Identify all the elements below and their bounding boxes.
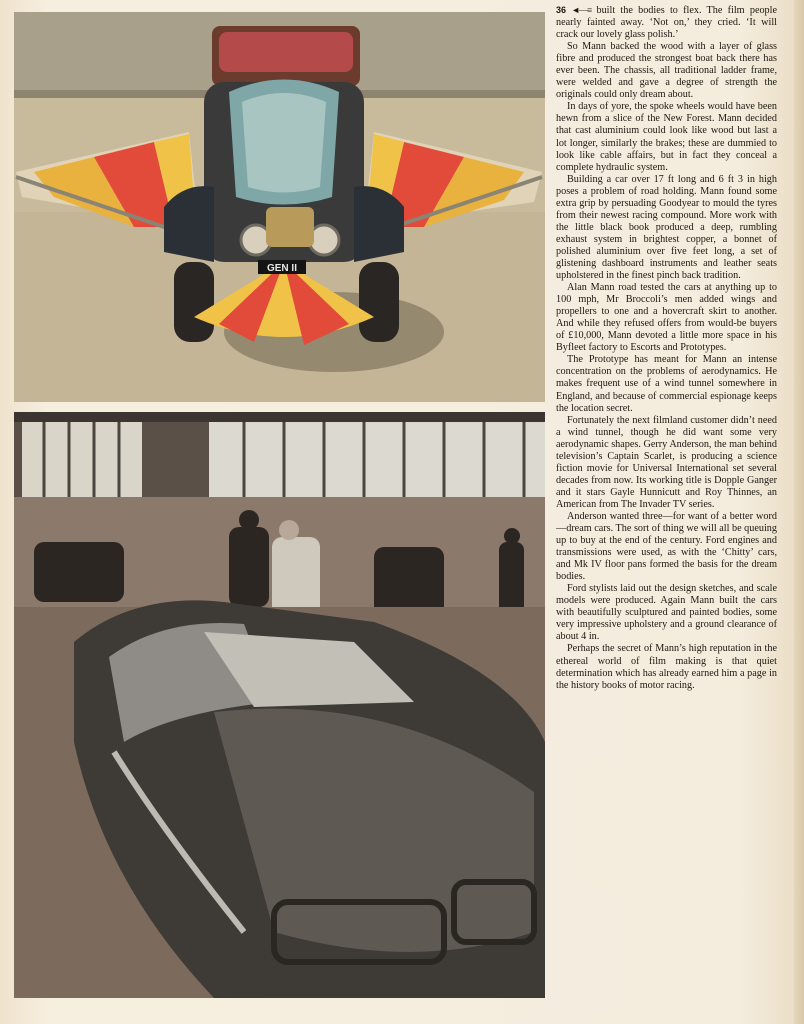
continued-arrow-icon: ◄—≡ <box>571 5 592 15</box>
article-paragraph: The Prototype has meant for Mann an intense concentration on the problems of aerodynamics. He makes frequent use of a wind tunnel somewhere in England, and because of commercial espionage keeps the location secret. <box>556 354 777 414</box>
page-number: 36 <box>556 5 567 15</box>
article-paragraph: So Mann backed the wood with a layer of glass fibre and produced the strongest boat back there has ever been. The chassis, all traditional ladder frame, were welded and gave a degree of strength the originals could only dream about. <box>556 41 777 101</box>
photo-dream-car-in-factory <box>14 412 545 998</box>
article-paragraph: Building a car over 17 ft long and 6 ft 3 in high poses a problem of road holding. Mann found some extra grip by persuading Goodyear to mould the tyres from their newest racing compound. More work with the little black book produced a deep, rumbling exhaust system in brightest copper, a bonnet of polished aluminium over five feet long, a set of glistening dashboard instruments and leather seats upholstered in the finest pinch back tradition. <box>556 173 777 282</box>
article-paragraph: In days of yore, the spoke wheels would have been hewn from a slice of the New Forest. Mann decided that cast aluminium could look like wood but last a lot longer, similarly the brakes; these are dummied to look like cable affairs, but in fact they conceal a complete hydraulic system. <box>556 101 777 173</box>
article-text-column <box>556 4 777 1020</box>
article-paragraph: 36 ◄—≡ built the bodies to flex. The film people nearly fainted away. ‘Not on,’ they cried. ‘It will crack our lovely glass polish.’ <box>556 5 777 41</box>
article-paragraph: Ford stylists laid out the design sketches, and scale models were produced. Again Mann built the cars with beautifully sculptured and painted bodies, some very impressive upholstery and a ground clearance of about 4 in. <box>556 583 777 643</box>
article-paragraph: Perhaps the secret of Mann’s high reputation in the ethereal world of film making is that quiet determination which has already earned him a page in the history books of motor racing. <box>556 643 777 691</box>
page-edge <box>794 0 804 1024</box>
article-paragraph: Anderson wanted three—for want of a better word—dream cars. The sort of thing we will all be queuing up to buy at the end of the century. Ford engines and transmissions were used, as with the ‘Chitty’ cars, and Mk IV floor pans formed the basis for the dream bodies. <box>556 510 777 583</box>
article-paragraph: Fortunately the next filmland customer didn’t need a wind tunnel, though he did want some very aerodynamic shapes. Gerry Anderson, the man behind television’s Captain Scarlet, is producing a science fiction movie for Universal International set several decades from now. Its working title is Dopple Ganger and it stars Gayle Hunnicutt and Roy Thinnes, an American from The Invader TV series. <box>556 414 777 510</box>
license-plate: GEN II <box>266 263 298 274</box>
photo-chitty-car-with-wings <box>14 12 545 402</box>
article-paragraph: Alan Mann road tested the cars at anything up to 100 mph, Mr Broccoli’s men added wings and propellers to one and a hovercraft skirt to another. And while they refused offers from would-be buyers of £10,000, Mann devoted a little more space in his Byfleet factory to Escorts and Prototypes. <box>556 282 777 354</box>
